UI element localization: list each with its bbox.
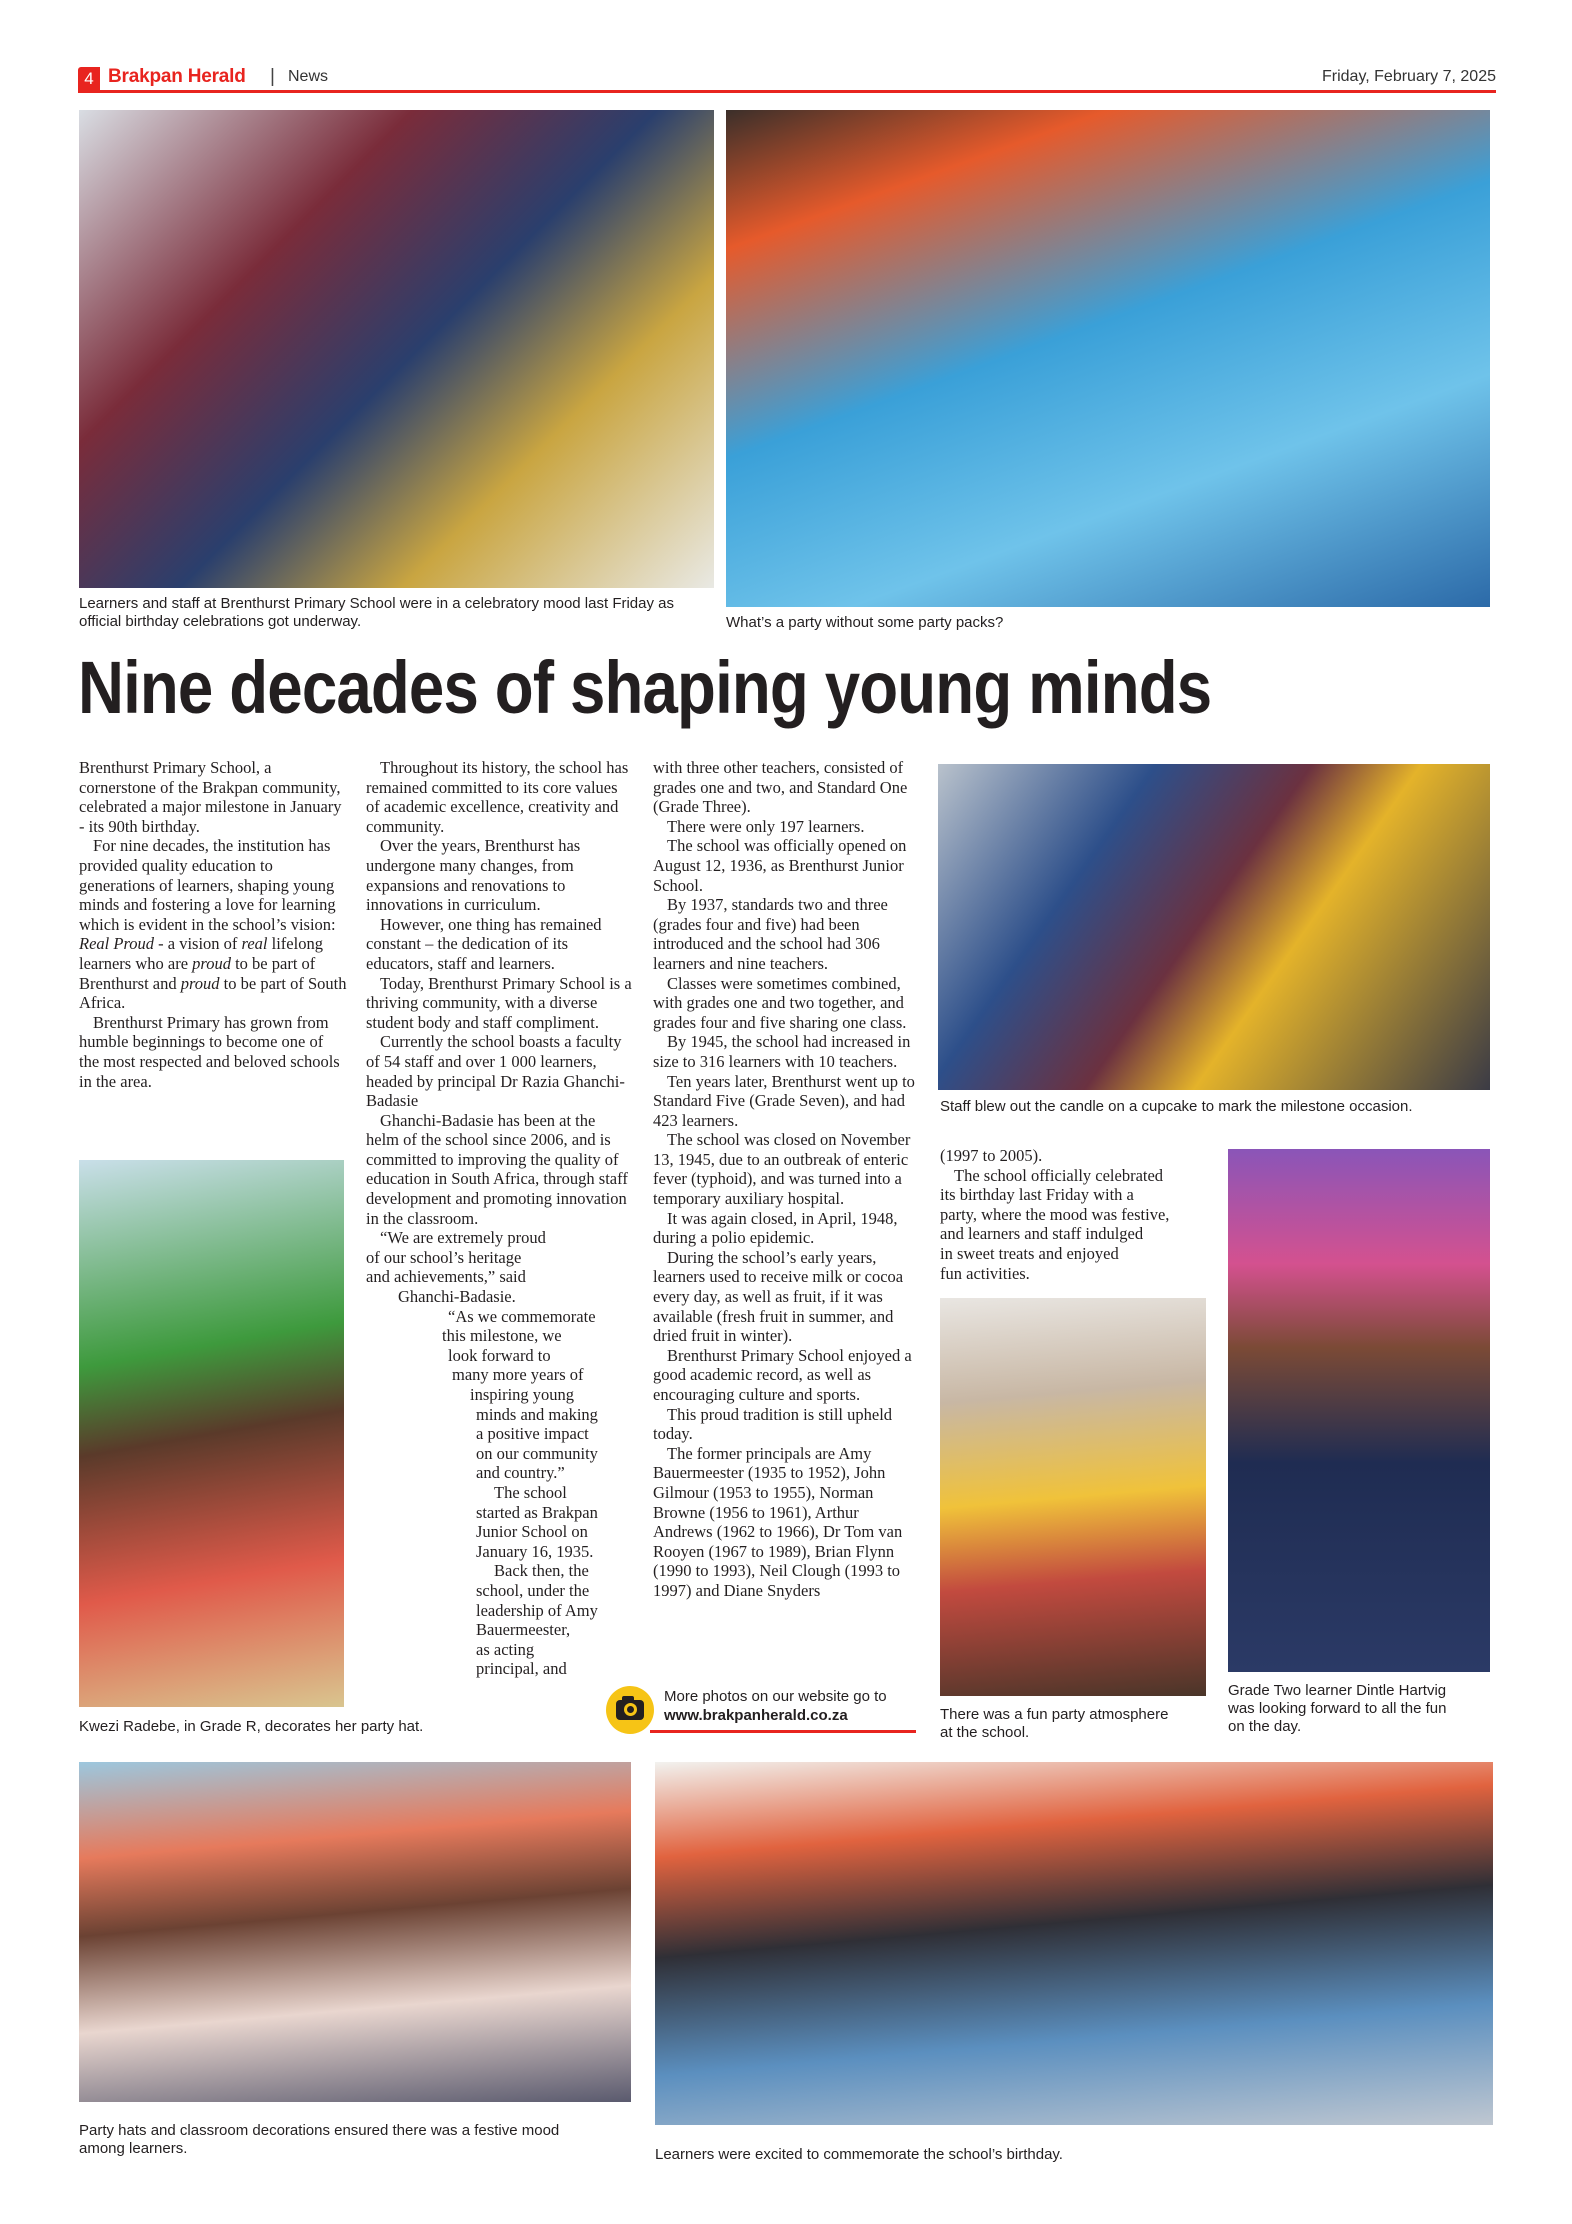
issue-date: Friday, February 7, 2025 bbox=[1321, 68, 1496, 85]
photo-cupcakes bbox=[940, 1298, 1206, 1696]
headline: Nine decades of shaping young minds bbox=[78, 646, 1212, 729]
article-column-4: (1997 to 2005). The school officially celebrated its birthday last Friday with a party, where the mood was festive, and learners and staff indulged in sweet treats and enjoyed fun activities. bbox=[940, 1146, 1170, 1283]
caption-candle: Staff blew out the candle on a cupcake to mark the milestone occasion. bbox=[940, 1098, 1413, 1115]
article-column-1 bbox=[79, 758, 347, 1091]
paragraph: The former principals are Amy Bauermeester (1935 to 1952), John Gilmour (1953 to 1955), Norman Browne (1956 to 1961), Arthur Andrews (1962 to 1966), Dr Tom van Rooyen (1967 to 1989), Brian Flynn (1990 to 1993), Neil Clough (1993 to 1997) and Diane Snyders bbox=[653, 1443, 903, 1600]
paragraph: The school was closed on November 13, 1945, due to an outbreak of enteric fever (typhoid), and was turned into a temporary auxiliary hospital. bbox=[653, 1130, 911, 1209]
photo-excited-learners bbox=[655, 1762, 1493, 2125]
photo-kwezi-radebe bbox=[79, 1160, 344, 1707]
publication-name: Brakpan Herald bbox=[108, 66, 246, 87]
paragraph: The school was officially opened on August 12, 1936, as Brenthurst Junior School. bbox=[653, 836, 907, 895]
photo-party-packs bbox=[726, 110, 1490, 607]
paragraph: Ten years later, Brenthurst went up to Standard Five (Grade Seven), and had 423 learners. bbox=[653, 1071, 915, 1130]
paragraph: During the school’s early years, learners used to receive milk or cocoa every day, as well as fruit, if it was available (fresh fruit in summer, and dried fruit in winter). bbox=[653, 1247, 904, 1346]
paragraph: However, one thing has remained constant – the dedication of its educators, staff and learners. bbox=[366, 914, 602, 973]
paragraph: Brenthurst Primary School, a cornerstone of the Brakpan community, celebrated a major milestone in January - its 90th birthday. bbox=[79, 758, 342, 836]
paragraph: Classes were sometimes combined, with grades one and two together, and grades four and five sharing one class. bbox=[653, 973, 907, 1032]
page-number: 4 bbox=[78, 67, 100, 91]
caption-excited-learners: Learners were excited to commemorate the school’s birthday. bbox=[655, 2146, 1063, 2163]
caption-cupcakes: There was a fun party atmosphere at the school. bbox=[940, 1706, 1169, 1741]
caption-party-hats: Party hats and classroom decorations ensured there was a festive mood among learners. bbox=[79, 2122, 560, 2157]
promo-text: More photos on our website go to bbox=[664, 1688, 887, 1705]
paragraph: Brenthurst Primary has grown from humble beginnings to become one of the most respected and beloved schools in the area. bbox=[79, 1012, 340, 1091]
photo-dintle-hartvig bbox=[1228, 1149, 1490, 1672]
section-label: News bbox=[288, 68, 329, 85]
article-column-3 bbox=[653, 758, 919, 1601]
caption-party-packs: What’s a party without some party packs? bbox=[726, 614, 1004, 631]
masthead-separator: | bbox=[270, 66, 275, 87]
paragraph: Brenthurst Primary School enjoyed a good academic record, as well as encouraging culture and sports. bbox=[653, 1345, 912, 1404]
paragraph: Today, Brenthurst Primary School is a thriving community, with a diverse student body and staff compliment. bbox=[366, 973, 632, 1032]
masthead-rule bbox=[78, 90, 1496, 93]
paragraph: with three other teachers, consisted of grades one and two, and Standard One (Grade Three). bbox=[653, 758, 908, 817]
photo-staff-candle bbox=[938, 764, 1490, 1090]
masthead bbox=[78, 64, 1496, 92]
paragraph: It was again closed, in April, 1948, during a polio epidemic. bbox=[653, 1208, 898, 1248]
website-link[interactable]: www.brakpanherald.co.za bbox=[664, 1707, 848, 1724]
paragraph: By 1937, standards two and three (grades four and five) had been introduced and the school had 306 learners and nine teachers. bbox=[653, 895, 888, 973]
paragraph: Ghanchi-Badasie has been at the helm of the school since 2006, and is committed to improving the quality of education in South Africa, through staff development and promoting innovation in the classroom. bbox=[366, 1110, 628, 1228]
caption-kwezi: Kwezi Radebe, in Grade R, decorates her party hat. bbox=[79, 1718, 424, 1735]
paragraph: Throughout its history, the school has remained committed to its core values of academic excellence, creativity and community. bbox=[366, 758, 629, 836]
more-photos-promo[interactable] bbox=[606, 1686, 916, 1742]
photo-party-hats bbox=[79, 1762, 631, 2102]
paragraph: There were only 197 learners. bbox=[667, 816, 865, 836]
photo-staff-and-learners bbox=[79, 110, 714, 588]
camera-icon bbox=[606, 1686, 654, 1734]
paragraph: Currently the school boasts a faculty of 54 staff and over 1 000 learners, headed by principal Dr Razia Ghanchi-Badasie bbox=[366, 1032, 625, 1111]
caption-staff-photo: Learners and staff at Brenthurst Primary School were in a celebratory mood last Friday as official birthday celebrations got underway. bbox=[79, 595, 674, 630]
paragraph: For nine decades, the institution has provided quality education to generations of learners, shaping young minds and fostering a love for learning which is evident in the school’s vision: Real Proud - a vision of real lifelong learners who are proud to be part of Brenthurst and proud to be part of South Africa. bbox=[79, 836, 347, 1013]
article-column-2: Throughout its history, the school has remained committed to its core values of academic excellence, creativity and community. Over the years, Brenthurst has undergone many changes, from expansions and renovations to innovations in curriculum. However, one thing has remained constant – the dedication of its educators, staff and learners. Today, Brenthurst Primary School is a thriving community, with a diverse student body and staff compliment. Currently the school boasts a faculty of 54 staff and over 1 000 learners, headed by principal Dr Razia Ghanchi-Badasie Ghanchi-Badasie has been at the helm of the school since 2006, and is committed to improving the quality of education in South Africa, through staff development and promoting innovation in the classroom. “We are extremely proud of our school’s heritage and achievements,” said Ghanchi-Badasie. “As we commemorate this milestone, we look forward to many more years of inspiring young minds and making a positive impact on our community and country.” The school started as Brakpan Junior School on January 16, 1935. Back then, the school, under the leadership of Amy Bauermeester, as acting principal, and bbox=[366, 758, 632, 1679]
paragraph: By 1945, the school had increased in size to 316 learners with 10 teachers. bbox=[653, 1032, 911, 1071]
paragraph: Over the years, Brenthurst has undergone many changes, from expansions and renovations to innovations in curriculum. bbox=[366, 836, 581, 915]
caption-dintle: Grade Two learner Dintle Hartvig was looking forward to all the fun on the day. bbox=[1228, 1682, 1447, 1735]
paragraph: This proud tradition is still upheld today. bbox=[653, 1404, 893, 1444]
promo-rule bbox=[650, 1730, 916, 1733]
